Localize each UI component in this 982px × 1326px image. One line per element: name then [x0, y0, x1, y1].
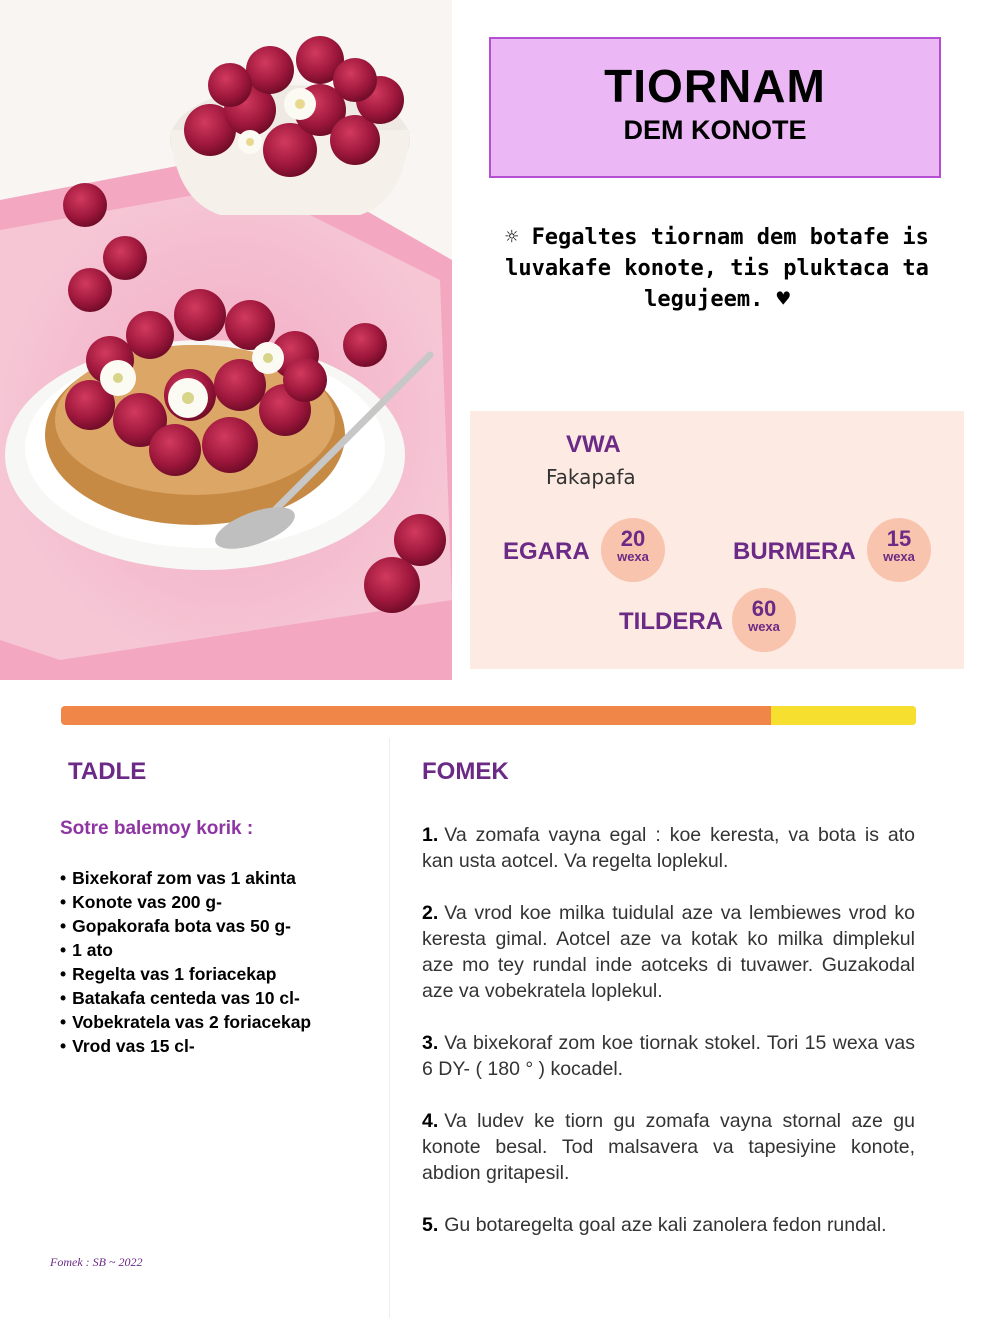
step-text: Va zomafa vayna egal : koe keresta, va bota is ato kan usta aotcel. Va regelta loplekul.: [422, 824, 915, 872]
prep-time-value: 20: [620, 526, 646, 551]
ingredient-item: • Vrod vas 15 cl-: [60, 1034, 311, 1058]
ingredient-item: • Bixekoraf zom vas 1 akinta: [60, 866, 311, 890]
step-number: 3.: [422, 1032, 439, 1054]
ingredient-item: • 1 ato: [60, 938, 311, 962]
sun-icon: ☼: [505, 225, 519, 250]
difficulty-value: Fakapafa: [546, 465, 636, 489]
recipe-photo: [0, 0, 452, 680]
cook-time-unit: wexa: [883, 549, 915, 564]
ingredient-item: • Vobekratela vas 2 foriacekap: [60, 1010, 311, 1034]
ingredient-item: • Regelta vas 1 foriacekap: [60, 962, 311, 986]
steps-list: [422, 822, 915, 1264]
recipe-info-box: [470, 411, 964, 669]
credit-text: Fomek : SB ~ 2022: [50, 1255, 143, 1269]
raspberry-tart-illustration: [0, 0, 452, 680]
step-number: 5.: [422, 1214, 439, 1236]
rest-time-label: TILDERA: [619, 608, 723, 635]
rest-time-unit: wexa: [748, 619, 780, 634]
cook-time-value: 15: [886, 526, 912, 551]
progress-bar-end: [771, 706, 916, 725]
steps-heading: FOMEK: [422, 758, 509, 785]
heart-icon: ♥: [776, 287, 790, 312]
ingredients-subtitle: Sotre balemoy korik :: [60, 818, 254, 839]
step-number: 4.: [422, 1110, 439, 1132]
cook-time-label: BURMERA: [733, 538, 856, 565]
intro-text: Fegaltes tiornam dem botafe is luvakafe konote, tis pluktaca ta legujeem.: [505, 225, 929, 312]
prep-time-badge: [601, 518, 665, 582]
difficulty-label: VWA: [566, 431, 621, 458]
step-item: [422, 1212, 915, 1238]
rest-time-value: 60: [751, 596, 777, 621]
step-text: Va vrod koe milka tuidulal aze va lembiewes vrod ko keresta gimal. Aotcel aze va kotak ko milka dimplekul aze mo tey rundal inde aotceks di tuvawer. Guzakodal aze va vobekratela loplekul.: [422, 902, 915, 1002]
step-number: 1.: [422, 824, 439, 846]
recipe-intro: [497, 222, 937, 315]
step-item: [422, 1108, 915, 1186]
ingredients-heading: TADLE: [68, 758, 147, 785]
ingredient-item: • Konote vas 200 g-: [60, 890, 311, 914]
step-number: 2.: [422, 902, 439, 924]
rest-time-badge: [732, 588, 796, 652]
step-item: [422, 822, 915, 874]
recipe-title: TIORNAM: [604, 60, 826, 112]
step-item: [422, 1030, 915, 1082]
prep-time-unit: wexa: [617, 549, 649, 564]
step-text: Gu botaregelta goal aze kali zanolera fedon rundal.: [444, 1214, 887, 1236]
step-item: [422, 900, 915, 1004]
step-text: Va bixekoraf zom koe tiornak stokel. Tori 15 wexa vas 6 DY- ( 180 ° ) kocadel.: [422, 1032, 915, 1080]
title-box: [489, 37, 941, 178]
recipe-subtitle: DEM KONOTE: [623, 115, 807, 145]
ingredient-item: • Gopakorafa bota vas 50 g-: [60, 914, 311, 938]
progress-bar: [61, 706, 916, 725]
prep-time-label: EGARA: [503, 538, 590, 565]
step-text: Va ludev ke tiorn gu zomafa vayna stornal aze gu konote besal. Tod malsavera va tapesiyine konote, abdion gritapesil.: [422, 1110, 915, 1184]
column-divider: [389, 738, 390, 1318]
ingredient-item: • Batakafa centeda vas 10 cl-: [60, 986, 311, 1010]
cook-time-badge: [867, 518, 931, 582]
ingredients-list: [60, 866, 311, 1058]
